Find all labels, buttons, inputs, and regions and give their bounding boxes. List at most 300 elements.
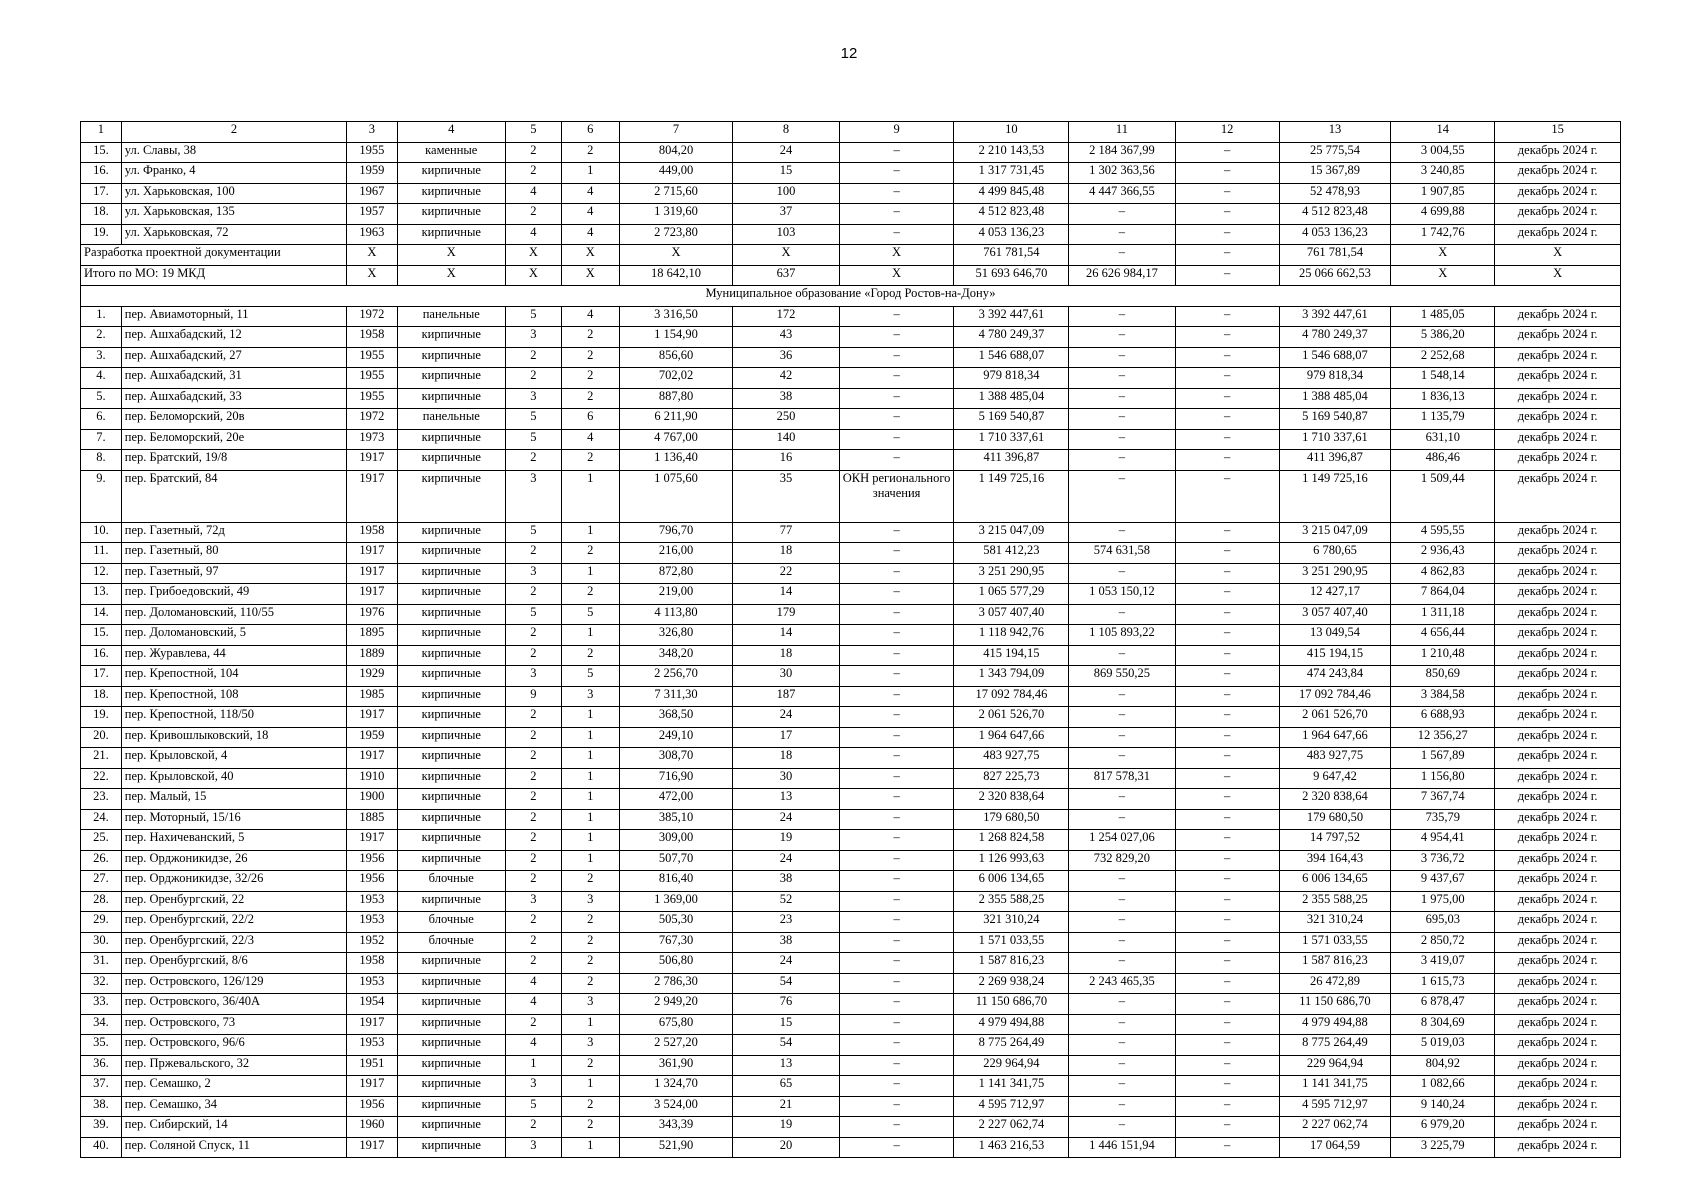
table-cell: 506,80 [619,953,733,974]
table-cell: – [1069,245,1175,266]
table-cell: – [1175,470,1279,522]
table-row [81,973,1621,994]
table-cell: 3 [505,388,561,409]
table-cell: кирпичные [397,1137,505,1158]
table-cell: 37. [81,1076,122,1097]
table-cell: 2 [505,625,561,646]
table-cell: кирпичные [397,768,505,789]
table-cell: декабрь 2024 г. [1495,224,1621,245]
table-cell: 2 [561,543,619,564]
table-cell: 1 [561,470,619,522]
table-cell: 505,30 [619,912,733,933]
table-cell: 2 [561,645,619,666]
table-cell: кирпичные [397,604,505,625]
table-cell: – [1069,727,1175,748]
table-cell: 22. [81,768,122,789]
table-cell: – [1175,809,1279,830]
table-cell: 2 320 838,64 [1279,789,1391,810]
table-cell: пер. Семашко, 2 [121,1076,346,1097]
registry-table [80,121,1621,1158]
table-cell: 507,70 [619,850,733,871]
table-cell: пер. Крыловской, 4 [121,748,346,769]
table-cell: 100 [733,183,839,204]
table-cell: пер. Семашко, 34 [121,1096,346,1117]
table-cell: 5 [505,306,561,327]
table-cell: 51 693 646,70 [954,265,1069,286]
table-cell: 14 [733,584,839,605]
table-cell: – [1175,789,1279,810]
table-cell: – [1175,604,1279,625]
table-cell: декабрь 2024 г. [1495,994,1621,1015]
table-cell: – [839,142,954,163]
table-cell: – [1069,707,1175,728]
table-cell: 52 [733,891,839,912]
table-row [81,204,1621,225]
table-cell: 2 [505,707,561,728]
table-cell: – [1069,204,1175,225]
table-cell: 1954 [347,994,397,1015]
table-cell: X [397,245,505,266]
table-cell: 2 184 367,99 [1069,142,1175,163]
table-cell: – [839,409,954,430]
table-cell: – [1175,265,1279,286]
table-cell: 850,69 [1391,666,1495,687]
table-cell: – [839,224,954,245]
table-cell: 76 [733,994,839,1015]
table-cell: 249,10 [619,727,733,748]
table-cell: X [733,245,839,266]
table-cell: кирпичные [397,327,505,348]
table-cell: декабрь 2024 г. [1495,347,1621,368]
table-cell: – [839,748,954,769]
table-cell: 5 [561,604,619,625]
table-cell: блочные [397,871,505,892]
table-cell: 3. [81,347,122,368]
table-row [81,625,1621,646]
table-cell: 19. [81,707,122,728]
table-cell: 18. [81,686,122,707]
table-cell: 1 [561,163,619,184]
table-cell: – [1175,522,1279,543]
table-cell: 1 254 027,06 [1069,830,1175,851]
table-cell: 2 [505,871,561,892]
table-cell: 19 [733,1117,839,1138]
table-cell: 2 [561,1117,619,1138]
table-row [81,748,1621,769]
table-cell: 12 356,27 [1391,727,1495,748]
table-cell: – [839,891,954,912]
table-cell: 25 066 662,53 [1279,265,1391,286]
table-cell: 103 [733,224,839,245]
table-cell: пер. Доломановский, 5 [121,625,346,646]
table-cell: 2 [505,768,561,789]
table-cell: 817 578,31 [1069,768,1175,789]
table-cell: декабрь 2024 г. [1495,686,1621,707]
table-cell: 1 546 688,07 [954,347,1069,368]
table-cell: 1 [561,1137,619,1158]
table-cell: кирпичные [397,368,505,389]
table-cell: 1955 [347,388,397,409]
table-cell: 321 310,24 [1279,912,1391,933]
table-cell: кирпичные [397,1117,505,1138]
table-cell: 2 [505,645,561,666]
table-cell: 15. [81,625,122,646]
table-cell: 3 384,58 [1391,686,1495,707]
table-cell: 1 964 647,66 [954,727,1069,748]
table-cell: – [1175,748,1279,769]
table-cell: 761 781,54 [1279,245,1391,266]
table-cell: – [839,1014,954,1035]
table-cell: 4 780 249,37 [1279,327,1391,348]
table-cell: пер. Ашхабадский, 27 [121,347,346,368]
table-cell: 4 [505,973,561,994]
table-cell: 1955 [347,368,397,389]
table-cell: 804,92 [1391,1055,1495,1076]
table-cell: 38 [733,871,839,892]
table-cell: 1 587 816,23 [954,953,1069,974]
table-cell: 1952 [347,932,397,953]
table-cell: 521,90 [619,1137,733,1158]
table-cell: – [839,1096,954,1117]
table-cell: 35 [733,470,839,522]
table-cell: 675,80 [619,1014,733,1035]
table-cell: кирпичные [397,850,505,871]
table-cell: 26 626 984,17 [1069,265,1175,286]
table-cell: 11 150 686,70 [954,994,1069,1015]
table-cell: 7 367,74 [1391,789,1495,810]
table-cell: 39. [81,1117,122,1138]
table-cell: 6 006 134,65 [1279,871,1391,892]
table-cell: – [839,973,954,994]
table-cell: 6 780,65 [1279,543,1391,564]
table-cell: 1 [505,1055,561,1076]
table-cell: – [839,625,954,646]
table-cell: 872,80 [619,563,733,584]
table-cell: 761 781,54 [954,245,1069,266]
table-cell: 1917 [347,470,397,522]
section-title: Муниципальное образование «Город Ростов-на-Дону» [81,286,1621,307]
table-cell: 2 355 588,25 [954,891,1069,912]
table-cell: – [1175,163,1279,184]
table-cell: 979 818,34 [1279,368,1391,389]
table-cell: 2 [505,789,561,810]
table-cell: 474 243,84 [1279,666,1391,687]
table-cell: 1 742,76 [1391,224,1495,245]
table-cell: 3 [505,1076,561,1097]
table-cell: 1955 [347,142,397,163]
table-cell: 4 499 845,48 [954,183,1069,204]
table-cell: – [1069,994,1175,1015]
table-cell: 33. [81,994,122,1015]
table-cell: 1 836,13 [1391,388,1495,409]
table-cell: – [1175,1117,1279,1138]
table-cell: пер. Братский, 19/8 [121,450,346,471]
table-cell: 28. [81,891,122,912]
table-cell: декабрь 2024 г. [1495,953,1621,974]
table-cell: 415 194,15 [954,645,1069,666]
table-cell: – [1175,183,1279,204]
table-cell: 5 169 540,87 [1279,409,1391,430]
table-cell: 4. [81,368,122,389]
table-cell: 5. [81,388,122,409]
table-cell: 24 [733,707,839,728]
table-row [81,368,1621,389]
table-cell: 1959 [347,727,397,748]
table-cell: пер. Ашхабадский, 12 [121,327,346,348]
table-cell: 38. [81,1096,122,1117]
table-cell: 5 386,20 [1391,327,1495,348]
table-row [81,563,1621,584]
table-cell: 1959 [347,163,397,184]
table-cell: 14 [733,625,839,646]
table-cell: пер. Островского, 126/129 [121,973,346,994]
table-cell: – [1175,368,1279,389]
table-cell: 2 320 838,64 [954,789,1069,810]
table-cell: 24 [733,142,839,163]
table-cell: кирпичные [397,522,505,543]
table-cell: декабрь 2024 г. [1495,645,1621,666]
table-cell: X [619,245,733,266]
table-cell: 3 [505,470,561,522]
table-cell: 20 [733,1137,839,1158]
table-cell: 5 [505,122,561,143]
table-row [81,347,1621,368]
table-cell: 2 227 062,74 [954,1117,1069,1138]
table-cell: кирпичные [397,1014,505,1035]
table-cell: 2 210 143,53 [954,142,1069,163]
table-cell: 219,00 [619,584,733,605]
table-cell: ул. Франко, 4 [121,163,346,184]
table-cell: 1 [561,625,619,646]
table-cell: 574 631,58 [1069,543,1175,564]
table-cell: 361,90 [619,1055,733,1076]
table-cell: панельные [397,409,505,430]
table-cell: – [1175,1035,1279,1056]
table-cell: 2 061 526,70 [954,707,1069,728]
table-row [81,604,1621,625]
table-cell: 3 215 047,09 [954,522,1069,543]
table-cell: 12 427,17 [1279,584,1391,605]
table-cell: 1917 [347,830,397,851]
table-cell: – [1175,1076,1279,1097]
table-cell: – [1069,1014,1175,1035]
table-cell: 25. [81,830,122,851]
table-cell: 24. [81,809,122,830]
table-cell: декабрь 2024 г. [1495,470,1621,522]
table-cell: 179 680,50 [954,809,1069,830]
table-cell: – [1069,1096,1175,1117]
table-row [81,142,1621,163]
table-cell: – [1175,409,1279,430]
table-cell: 1953 [347,912,397,933]
table-cell: 16. [81,645,122,666]
table-cell: X [397,265,505,286]
table-cell: 1 [561,830,619,851]
table-cell: – [1069,429,1175,450]
table-cell: – [1069,368,1175,389]
table-cell: 2 [505,953,561,974]
table-cell: 1 [561,707,619,728]
table-cell: 1958 [347,522,397,543]
table-cell: – [1175,306,1279,327]
table-cell: пер. Крепостной, 108 [121,686,346,707]
table-cell: 1 975,00 [1391,891,1495,912]
table-cell: декабрь 2024 г. [1495,563,1621,584]
table-cell: 3 251 290,95 [1279,563,1391,584]
table-cell: 2 723,80 [619,224,733,245]
table-cell: декабрь 2024 г. [1495,204,1621,225]
table-cell: 2 [505,850,561,871]
table-cell: 2 [505,142,561,163]
table-cell: 8. [81,450,122,471]
table-cell: 2 [561,388,619,409]
table-cell: 2 [561,368,619,389]
table-cell: 1917 [347,450,397,471]
table-cell: 309,00 [619,830,733,851]
table-cell: декабрь 2024 г. [1495,604,1621,625]
table-cell: – [1175,347,1279,368]
table-cell: – [839,327,954,348]
table-cell: 1956 [347,871,397,892]
table-cell: 20. [81,727,122,748]
table-cell: 1 302 363,56 [1069,163,1175,184]
table-cell: – [1175,891,1279,912]
table-cell: – [1175,245,1279,266]
table-cell: 1985 [347,686,397,707]
table-cell: 1 388 485,04 [954,388,1069,409]
table-cell: X [505,265,561,286]
table-cell: 25 775,54 [1279,142,1391,163]
table-cell: пер. Авиамоторный, 11 [121,306,346,327]
table-cell: 1 [561,768,619,789]
table-cell: 5 [505,409,561,430]
table-cell: 1 324,70 [619,1076,733,1097]
table-cell: пер. Оренбургский, 22/3 [121,932,346,953]
table-cell: 3 [347,122,397,143]
table-cell: 2 [561,871,619,892]
table-cell: 15 [733,163,839,184]
table-cell: 2 [505,163,561,184]
table-row [81,409,1621,430]
table-cell: 38 [733,932,839,953]
table-cell: 348,20 [619,645,733,666]
table-cell: – [1175,645,1279,666]
table-cell: 411 396,87 [1279,450,1391,471]
table-cell: декабрь 2024 г. [1495,973,1621,994]
table-cell: 4 595 712,97 [954,1096,1069,1117]
table-cell: 1 [561,563,619,584]
table-cell: – [839,584,954,605]
table-cell: кирпичные [397,470,505,522]
table-cell: – [839,563,954,584]
table-cell: 2 [561,973,619,994]
table-cell: 4 [561,306,619,327]
table-cell: пер. Малый, 15 [121,789,346,810]
table-cell: 1955 [347,347,397,368]
table-cell: 8 304,69 [1391,1014,1495,1035]
table-cell: декабрь 2024 г. [1495,1117,1621,1138]
table-cell: 1958 [347,953,397,974]
table-cell: декабрь 2024 г. [1495,450,1621,471]
table-cell: 1917 [347,1014,397,1035]
table-cell: – [1175,429,1279,450]
table-cell: 52 478,93 [1279,183,1391,204]
table-row [81,932,1621,953]
table-cell: декабрь 2024 г. [1495,932,1621,953]
table-cell: 6. [81,409,122,430]
table-cell: 1953 [347,891,397,912]
table-cell: 9 140,24 [1391,1096,1495,1117]
table-cell: 2 252,68 [1391,347,1495,368]
table-cell: 767,30 [619,932,733,953]
table-cell: 4 [505,183,561,204]
table-cell: ул. Славы, 38 [121,142,346,163]
table-cell: – [1175,912,1279,933]
table-cell: 229 964,94 [1279,1055,1391,1076]
table-cell: 1 154,90 [619,327,733,348]
table-cell: кирпичные [397,543,505,564]
table-cell: пер. Ашхабадский, 31 [121,368,346,389]
table-cell: 3 [561,1035,619,1056]
table-cell: – [839,789,954,810]
table-body [81,122,1621,1158]
table-cell: 4 [561,183,619,204]
table-cell: 250 [733,409,839,430]
table-cell: 1973 [347,429,397,450]
table-row [81,768,1621,789]
table-cell: – [1175,666,1279,687]
table-cell: 9 [505,686,561,707]
table-cell: пер. Оренбургский, 22/2 [121,912,346,933]
table-cell: 26. [81,850,122,871]
table-cell: 29. [81,912,122,933]
table-cell: – [839,809,954,830]
table-cell: – [1175,1096,1279,1117]
table-cell: – [1069,224,1175,245]
table-cell: 1 210,48 [1391,645,1495,666]
table-cell: 1 964 647,66 [1279,727,1391,748]
table-cell: 2 [561,1055,619,1076]
table-cell: ул. Харьковская, 135 [121,204,346,225]
table-cell: 1 136,40 [619,450,733,471]
table-cell: 4 954,41 [1391,830,1495,851]
table-cell: пер. Газетный, 97 [121,563,346,584]
table-cell: кирпичные [397,809,505,830]
table-cell: 816,40 [619,871,733,892]
table-row [81,994,1621,1015]
table-cell: 2 [505,543,561,564]
table-row [81,686,1621,707]
table-cell: пер. Соляной Спуск, 11 [121,1137,346,1158]
table-cell: 4 [505,224,561,245]
table-cell: 1 [561,748,619,769]
table-row [81,789,1621,810]
table-cell: – [1175,142,1279,163]
table-row [81,388,1621,409]
table-cell: 13 [733,789,839,810]
table-cell: пер. Газетный, 72д [121,522,346,543]
table-cell: кирпичные [397,994,505,1015]
table-cell: – [839,707,954,728]
table-cell: кирпичные [397,183,505,204]
table-cell: – [1175,1137,1279,1158]
table-cell: 9 647,42 [1279,768,1391,789]
table-cell: 2 [505,912,561,933]
table-cell: 1889 [347,645,397,666]
table-cell: кирпичные [397,204,505,225]
table-cell: 1 135,79 [1391,409,1495,430]
table-cell: 1900 [347,789,397,810]
